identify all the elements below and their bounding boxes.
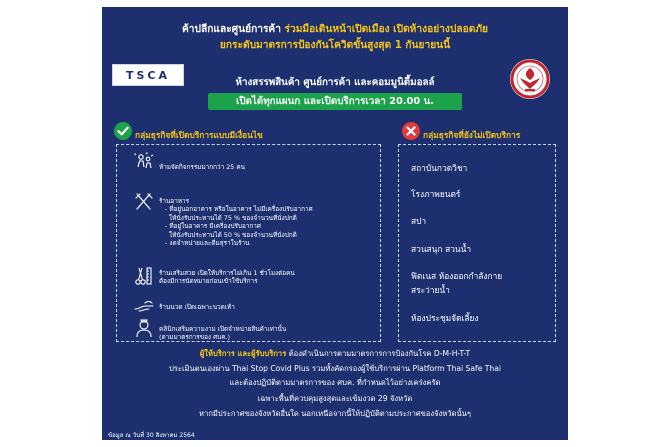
closed-list <box>398 144 556 342</box>
massage-icon <box>133 295 155 317</box>
venue-types: ห้างสรรพสินค้า ศูนย์การค้า และคอมมูนิตี้มอลล์ <box>235 77 435 88</box>
item-line: ให้นั่งรับประทานได้ 75 % ของจำนวนที่นั่งปกติ <box>169 213 297 222</box>
item-line: - ที่อยู่นอกอาคาร หรือในอาคาร ไม่มีเครื่องปรับอากาศ <box>165 205 313 214</box>
closed-item: สถาบันกวดวิชา <box>411 163 468 173</box>
allowed-item-beauty-salon <box>159 269 295 286</box>
footer-line2: ประเมินตนเองผ่าน Thai Stop Covid Plus รวมทั้งคัดกรองผู้ใช้บริการผ่าน Platform Thai Safe Thai <box>168 364 502 373</box>
item-line: ห้ามจัดกิจกรรมมากกว่า 25 คน <box>159 163 246 171</box>
closed-item: สระว่ายน้ำ <box>411 285 450 295</box>
closed-item: ห้องประชุมจัดเลี้ยง <box>411 313 479 323</box>
item-line: - งดจำหน่ายและดื่มสุราในร้าน <box>165 239 250 248</box>
closed-item: สวนสนุก สวนน้ำ <box>411 244 472 254</box>
closed-section-title: กลุ่มธุรกิจที่ยังไม่เปิดบริการ <box>423 130 521 140</box>
footer-text: ต้องดำเนินการตามมาตรการการป้องกันโรค D-M-H-T-T <box>288 349 471 358</box>
allowed-item-massage <box>159 303 235 311</box>
footer-line5: หากมีประกาศของจังหวัดอื่นใด นอกเหนือจากนี้ให้ปฏิบัติตามประกาศของจังหวัดนั้นๆ <box>199 409 471 418</box>
allowed-item-events <box>159 163 245 171</box>
opening-hours-banner: เปิดได้ทุกแผนก และเปิดบริการเวลา 20.00 น. <box>208 93 462 110</box>
allowed-item-beauty-clinic <box>159 325 286 342</box>
announcement-poster <box>102 7 568 440</box>
item-line: ร้านนวด เปิดเฉพาะนวดเท้า <box>159 303 235 311</box>
scissors-comb-icon <box>133 265 155 287</box>
item-line: - ที่อยู่ในอาคาร มีเครื่องปรับอากาศ <box>165 222 261 231</box>
data-date-note: ข้อมูล ณ วันที่ 30 สิงหาคม 2564 <box>108 432 195 439</box>
footer-line1 <box>102 348 568 360</box>
closed-item: สปา <box>411 216 427 226</box>
headline-part1: ค้าปลีกและศูนย์การค้า <box>181 24 281 35</box>
footer-highlight: ผู้ให้บริการ และผู้รับบริการ <box>199 349 287 358</box>
cross-icon <box>402 122 420 140</box>
allowed-section-title: กลุ่มธุรกิจที่เปิดบริการแบบมีเงื่อนไข <box>135 130 263 140</box>
item-line: ร้านอาหาร <box>159 197 190 205</box>
closed-item: โรงภาพยนตร์ <box>411 189 461 199</box>
headline-part2: ร่วมมือเดินหน้าเปิดเมือง เปิดห้างอย่างปลอดภัย <box>284 24 489 35</box>
closed-item: ฟิตเนส ห้องออกกำลังกาย <box>411 271 503 281</box>
item-line: คลินิกเสริมความงาม เปิดจำหน่ายสินค้าเท่านั้น <box>159 325 287 333</box>
allowed-item-restaurants <box>159 197 313 247</box>
check-icon <box>114 122 132 140</box>
footer-line4: เฉพาะพื้นที่ควบคุมสูงสุดและเข้มงวด 29 จังหวัด <box>257 394 413 403</box>
crowd-icon <box>133 151 155 173</box>
item-line: ให้นั่งรับประทานได้ 50 % ของจำนวนที่นั่งปกติ <box>169 230 297 239</box>
fork-knife-icon <box>133 191 155 213</box>
item-line: (ตามมาตรการของ ศบค.) <box>159 333 230 342</box>
footer-line3: และต้องปฏิบัติตามมาตรการของ ศบค. ที่กำหนดไว้อย่างเคร่งครัด <box>229 378 441 387</box>
item-line: ต้องมีการนัดหมายก่อนเข้าใช้บริการ <box>159 277 258 286</box>
clinic-icon <box>133 317 155 339</box>
allowed-list <box>116 144 381 342</box>
item-line: ร้านเสริมสวย เปิดให้บริการไม่เกิน 1 ชั่วโมงต่อคน <box>159 269 295 277</box>
headline-line1 <box>102 21 568 37</box>
tsca-logo-text: TSCA <box>125 68 170 82</box>
headline-line2: ยกระดับมาตรการป้องกันโควิดขั้นสูงสุด 1 กันยายนนี้ <box>219 40 451 51</box>
